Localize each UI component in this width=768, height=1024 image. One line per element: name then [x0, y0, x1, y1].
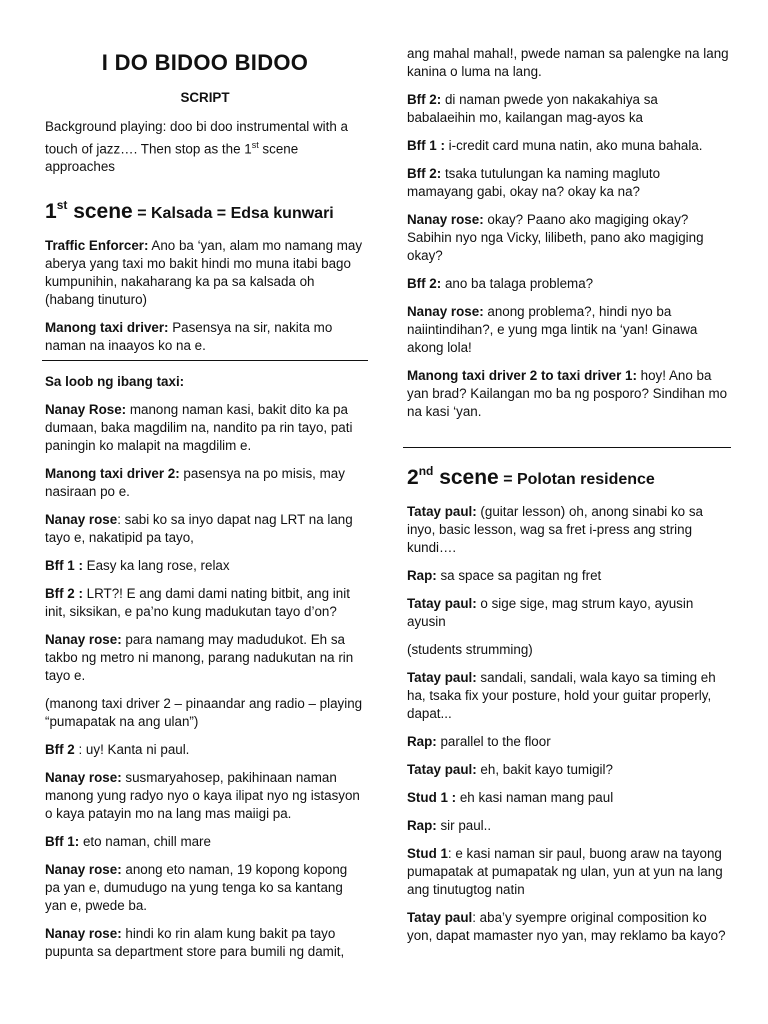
dialogue-line — [45, 237, 365, 309]
taxi-dialogue — [45, 401, 365, 961]
dialogue-line — [45, 511, 365, 547]
right-divider — [403, 447, 731, 448]
speaker-name: Tatay paul: — [407, 596, 477, 611]
scene-2-heading — [407, 458, 729, 493]
dialogue-text: manong naman kasi, bakit dito ka pa dumaan, baka magdilim na, nandito pa rin tayo, pati paningin ko malapit na magdilim e. — [45, 402, 353, 454]
dialogue-text: sandali, sandali, wala kayo sa timing eh ha, tsaka fix your posture, hold your guitar properly, dapat... — [407, 670, 716, 721]
dialogue-line — [45, 585, 365, 621]
dialogue-line — [407, 845, 729, 899]
dialogue-text: okay? Paano ako magiging okay? Sabihin nyo nga Vicky, lilibeth, pano ako magiging okay? — [407, 212, 704, 263]
dialogue-line — [407, 367, 729, 421]
continued-dialogue — [407, 45, 729, 421]
dialogue-line — [407, 817, 729, 835]
dialogue-line — [45, 833, 365, 851]
dialogue-line — [407, 909, 729, 945]
scene-2-location: = Polotan residence — [498, 471, 655, 488]
speaker-name: Manong taxi driver 2: — [45, 466, 180, 482]
dialogue-line — [407, 303, 729, 357]
document-subtitle: SCRIPT — [180, 90, 230, 105]
speaker-name: Traffic Enforcer: — [45, 238, 149, 254]
speaker-name: Tatay paul — [407, 910, 473, 925]
dialogue-text: susmaryahosep, pakihinaan naman manong yung radyo nyo o kaya ilipat nyo ng istasyon o kaya patayin mo na lang mas maiigi pa. — [45, 770, 360, 822]
dialogue-line — [407, 91, 729, 127]
taxi-heading: Sa loob ng ibang taxi: — [45, 374, 185, 390]
speaker-name: Rap: — [407, 734, 437, 749]
speaker-name: Nanay rose: — [407, 304, 484, 319]
dialogue-text: LRT?! E ang dami dami nating bitbit, ang init init, siksikan, e pa’no kung madukutan tayo d’on? — [45, 586, 350, 620]
speaker-name: Nanay rose: — [407, 212, 484, 227]
left-divider — [42, 360, 368, 361]
speaker-name: Bff 2: — [407, 166, 442, 181]
dialogue-line — [407, 733, 729, 751]
dialogue-text: hoy! Ano ba yan brad? Kailangan mo ba ng posporo? Sindihan mo na kasi ‘yan. — [407, 368, 728, 419]
dialogue-line — [45, 319, 365, 355]
scene-1-heading — [45, 192, 365, 227]
dialogue-text: Pasensya na sir, nakita mo naman na inaayos ko na e. — [45, 320, 333, 354]
speaker-name: Nanay Rose: — [45, 402, 127, 418]
scene-2-word: scene — [433, 466, 499, 489]
speaker-name: Nanay rose: — [45, 632, 122, 648]
speaker-name: Stud 1 : — [407, 790, 457, 805]
speaker-name: Manong taxi driver 2 to taxi driver 1: — [407, 368, 637, 383]
intro-sup: st — [251, 140, 259, 150]
intro-text-1: Background playing: doo bi doo instrumental with a touch of jazz…. Then stop as the 1 — [45, 119, 348, 157]
dialogue-text: Ano ba ‘yan, alam mo namang may aberya yang taxi mo bakit hindi mo muna itabi bago kumpunihin, nakaharang ka pa sa kalsada oh (habang tinuturo) — [45, 238, 363, 308]
dialogue-line — [45, 861, 365, 915]
document-title: I DO BIDOO BIDOO — [101, 50, 309, 75]
speaker-name: Bff 2 — [45, 742, 75, 758]
dialogue-text: sa space sa pagitan ng fret — [436, 568, 602, 583]
speaker-name: Nanay rose: — [45, 770, 122, 786]
dialogue-line — [407, 641, 729, 659]
dialogue-text: (guitar lesson) oh, anong sinabi ko sa inyo, basic lesson, wag sa fret i-press ang string kundi…. — [407, 504, 703, 555]
dialogue-text: (manong taxi driver 2 – pinaandar ang radio – playing “pumapatak na ang ulan”) — [45, 696, 363, 730]
speaker-name: Rap: — [407, 818, 437, 833]
dialogue-text: sir paul.. — [436, 818, 492, 833]
dialogue-text: : aba’y syempre original composition ko yon, dapat mamaster nyo yan, may reklamo ba kayo? — [407, 910, 726, 943]
dialogue-line — [45, 465, 365, 501]
scene-1-sup: st — [56, 198, 68, 213]
dialogue-line — [407, 211, 729, 265]
speaker-name: Manong taxi driver: — [45, 320, 169, 336]
dialogue-text: di naman pwede yon nakakahiya sa babalaeihin mo, kailangan mag-ayos ka — [407, 92, 658, 125]
speaker-name: Tatay paul: — [407, 762, 477, 777]
dialogue-text: eh, bakit kayo tumigil? — [476, 762, 613, 777]
dialogue-line — [407, 137, 729, 155]
speaker-name: Bff 2: — [407, 276, 442, 291]
speaker-name: Nanay rose: — [45, 926, 122, 942]
left-column — [45, 0, 365, 961]
speaker-name: Tatay paul: — [407, 670, 477, 685]
dialogue-text: parallel to the floor — [436, 734, 551, 749]
dialogue-line — [45, 401, 365, 455]
speaker-name: Nanay rose — [45, 512, 118, 528]
dialogue-line — [45, 741, 365, 759]
dialogue-text: tsaka tutulungan ka naming magluto mamayang gabi, okay na? okay ka na? — [407, 166, 661, 199]
dialogue-line — [407, 789, 729, 807]
dialogue-text: : e kasi naman sir paul, buong araw na tayong pumapatak at pumapatak ng ulan, yun at yun na lang ang tinutugtog natin — [407, 846, 723, 897]
right-column — [407, 0, 729, 945]
dialogue-text: Easy ka lang rose, relax — [82, 558, 230, 574]
dialogue-text: anong problema?, hindi nyo ba naiintindihan?, e yung mga lintik na ‘yan! Ginawa akong lola! — [407, 304, 698, 355]
dialogue-text: pasensya na po misis, may nasiraan po e. — [45, 466, 345, 500]
speaker-name: Tatay paul: — [407, 504, 477, 519]
dialogue-line — [407, 45, 729, 81]
dialogue-text: para namang may madudukot. Eh sa takbo ng metro ni manong, parang nadukutan na rin tayo e. — [45, 632, 354, 684]
speaker-name: Rap: — [407, 568, 437, 583]
scene-2-number: 2 — [407, 466, 419, 489]
dialogue-line — [45, 631, 365, 685]
intro-text-2: scene approaches — [45, 141, 299, 175]
dialogue-line — [407, 503, 729, 557]
dialogue-text: ang mahal mahal!, pwede naman sa palengke na lang kanina o luma na lang. — [407, 46, 729, 79]
dialogue-text: i-credit card muna natin, ako muna bahala. — [444, 138, 703, 153]
scene-2-dialogue — [407, 503, 729, 945]
dialogue-line — [407, 567, 729, 585]
dialogue-line — [407, 275, 729, 293]
scene-2-sup: nd — [418, 464, 434, 478]
dialogue-text: hindi ko rin alam kung bakit pa tayo pupunta sa department store para bumili ng damit, — [45, 926, 345, 960]
speaker-name: Bff 1 : — [407, 138, 445, 153]
dialogue-line — [407, 761, 729, 779]
speaker-name: Bff 1: — [45, 834, 80, 850]
scene-1-word: scene — [67, 200, 133, 224]
dialogue-text: ano ba talaga problema? — [441, 276, 594, 291]
dialogue-line — [407, 595, 729, 631]
dialogue-text: (students strumming) — [407, 642, 533, 657]
dialogue-text: eto naman, chill mare — [79, 834, 211, 850]
speaker-name: Nanay rose: — [45, 862, 122, 878]
dialogue-line — [407, 165, 729, 201]
intro-note — [45, 118, 365, 176]
dialogue-text: eh kasi naman mang paul — [456, 790, 614, 805]
dialogue-text: : sabi ko sa inyo dapat nag LRT na lang tayo e, nakatipid pa tayo, — [45, 512, 353, 546]
dialogue-text: : uy! Kanta ni paul. — [74, 742, 190, 758]
dialogue-line — [407, 669, 729, 723]
scene-1-location: = Kalsada = Edsa kunwari — [132, 205, 334, 223]
dialogue-text: anong eto naman, 19 kopong kopong pa yan e, dumudugo na yung tenga ko sa kantang yan e, pwede ba. — [45, 862, 348, 914]
dialogue-line — [45, 769, 365, 823]
dialogue-line — [45, 925, 365, 961]
scene-1-number: 1 — [45, 200, 57, 224]
dialogue-line — [45, 695, 365, 731]
speaker-name: Bff 1 : — [45, 558, 83, 574]
speaker-name: Bff 2 : — [45, 586, 83, 602]
speaker-name: Stud 1 — [407, 846, 448, 861]
dialogue-line — [45, 557, 365, 575]
speaker-name: Bff 2: — [407, 92, 442, 107]
dialogue-text: o sige sige, mag strum kayo, ayusin ayusin — [407, 596, 694, 629]
scene-1-dialogue — [45, 237, 365, 355]
